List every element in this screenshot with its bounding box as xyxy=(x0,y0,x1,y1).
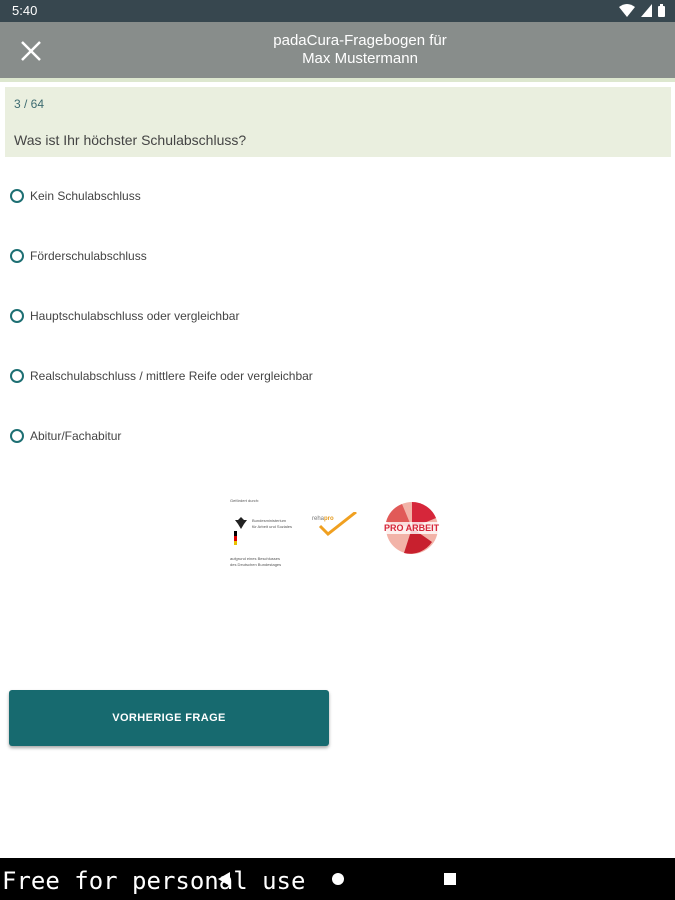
header-divider xyxy=(0,78,675,82)
status-time: 5:40 xyxy=(12,3,38,18)
ministry-name-line2: für Arbeit und Soziales xyxy=(252,524,293,529)
question-text: Was ist Ihr höchster Schulabschluss? xyxy=(14,132,247,148)
page-title xyxy=(180,32,540,68)
rehapro-logo xyxy=(312,512,358,538)
option-label: Kein Schulabschluss xyxy=(30,189,141,203)
option-label: Hauptschulabschluss oder vergleichbar xyxy=(30,309,240,323)
close-button[interactable] xyxy=(14,34,48,68)
previous-question-button[interactable]: VORHERIGE FRAGE xyxy=(9,690,329,746)
option-kein-schulabschluss[interactable] xyxy=(10,185,410,207)
option-abitur[interactable] xyxy=(10,425,410,447)
radio-icon[interactable] xyxy=(10,309,24,323)
option-label: Förderschulabschluss xyxy=(30,249,147,263)
funding-label: Gefördert durch: xyxy=(230,498,260,503)
rehapro-text-b: pro xyxy=(324,516,334,522)
option-label: Realschulabschluss / mittlere Reife oder vergleichbar xyxy=(30,369,313,383)
funding-logos xyxy=(228,496,458,576)
pro-arbeit-logo xyxy=(382,498,446,558)
title-line-2: Max Mustermann xyxy=(302,50,418,67)
parliament-note-line2: des Deutschen Bundestages xyxy=(230,562,282,567)
ministry-logo xyxy=(230,514,310,548)
wifi-icon xyxy=(619,4,635,17)
close-icon xyxy=(14,34,48,68)
checkmark-icon xyxy=(312,512,358,538)
title-line-1: padaCura-Fragebogen für xyxy=(273,32,447,49)
battery-icon xyxy=(658,4,665,17)
radio-icon[interactable] xyxy=(10,429,24,443)
parliament-note-line1: aufgrund eines Beschlusses xyxy=(230,556,281,561)
signal-icon xyxy=(641,4,652,17)
ministry-name-line1: Bundesministerium xyxy=(252,518,287,523)
option-foerderschulabschluss[interactable] xyxy=(10,245,410,267)
question-progress: 3 / 64 xyxy=(14,97,45,111)
radio-icon[interactable] xyxy=(10,369,24,383)
radio-icon[interactable] xyxy=(10,189,24,203)
status-icons xyxy=(619,4,665,17)
radio-icon[interactable] xyxy=(10,249,24,263)
app-bar xyxy=(0,22,675,78)
system-nav-bar xyxy=(0,858,675,900)
pro-arbeit-text: PRO ARBEIT xyxy=(384,523,440,533)
recents-icon[interactable] xyxy=(443,872,457,886)
option-realschulabschluss[interactable] xyxy=(10,365,410,387)
watermark-text: Free for personal use xyxy=(2,867,306,895)
option-hauptschulabschluss[interactable] xyxy=(10,305,410,327)
home-icon[interactable] xyxy=(331,872,345,886)
question-card xyxy=(5,87,671,157)
rehapro-text-a: reha xyxy=(312,516,325,522)
option-label: Abitur/Fachabitur xyxy=(30,429,122,443)
status-bar xyxy=(0,0,675,22)
eagle-icon xyxy=(234,516,248,530)
